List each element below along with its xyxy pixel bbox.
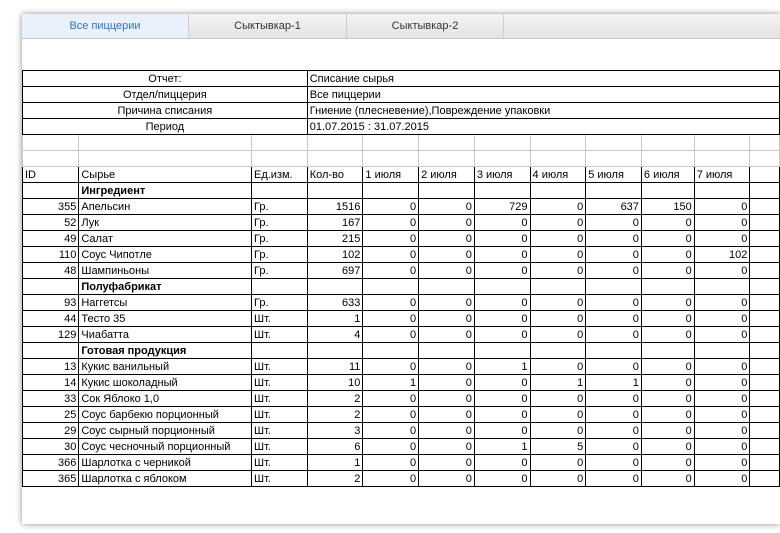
table-row <box>23 215 780 231</box>
item-id: 365 <box>23 471 79 487</box>
item-id: 30 <box>23 439 79 455</box>
empty-cell <box>586 343 642 359</box>
day-value: 0 <box>641 455 694 471</box>
tab-bar <box>22 14 780 39</box>
day-value: 0 <box>419 295 475 311</box>
day-value: 0 <box>694 263 750 279</box>
day-value: 0 <box>530 247 586 263</box>
item-id: 93 <box>23 295 79 311</box>
item-name: Наггетсы <box>79 295 252 311</box>
group-row <box>23 183 780 199</box>
empty-cell <box>419 279 475 295</box>
item-id: 14 <box>23 375 79 391</box>
day-value: 0 <box>586 311 642 327</box>
empty-cell <box>419 183 475 199</box>
day-value: 0 <box>586 439 642 455</box>
empty-cell <box>750 199 780 215</box>
empty-cell <box>694 279 750 295</box>
department-value: Все пиццерии <box>307 87 779 103</box>
item-qty: 167 <box>307 215 363 231</box>
day-value: 0 <box>363 295 419 311</box>
day-value: 0 <box>419 471 475 487</box>
day-value: 0 <box>694 423 750 439</box>
day-value: 0 <box>363 391 419 407</box>
item-unit: Шт. <box>251 359 307 375</box>
day-value: 0 <box>586 359 642 375</box>
header-qty: Кол-во <box>307 167 363 183</box>
header-day-5: 5 июля <box>586 167 642 183</box>
day-value: 0 <box>474 263 530 279</box>
item-unit: Гр. <box>251 215 307 231</box>
day-value: 0 <box>474 407 530 423</box>
day-value: 0 <box>694 391 750 407</box>
day-value: 0 <box>474 247 530 263</box>
day-value: 0 <box>363 471 419 487</box>
header-id: ID <box>23 167 79 183</box>
day-value: 729 <box>474 199 530 215</box>
item-unit: Шт. <box>251 311 307 327</box>
day-value: 0 <box>419 375 475 391</box>
day-value: 0 <box>419 263 475 279</box>
empty-cell <box>474 343 530 359</box>
day-value: 0 <box>530 311 586 327</box>
empty-cell <box>363 343 419 359</box>
day-value: 0 <box>474 215 530 231</box>
empty-cell <box>750 407 780 423</box>
day-value: 0 <box>641 295 694 311</box>
day-value: 0 <box>586 231 642 247</box>
item-name: Апельсин <box>79 199 252 215</box>
item-qty: 2 <box>307 471 363 487</box>
empty-cell <box>750 263 780 279</box>
table-row <box>23 263 780 279</box>
item-id: 33 <box>23 391 79 407</box>
group-name: Ингредиент <box>79 183 252 199</box>
day-value: 0 <box>530 471 586 487</box>
empty-cell <box>694 183 750 199</box>
table-row <box>23 231 780 247</box>
table-row <box>23 247 780 263</box>
day-value: 0 <box>530 423 586 439</box>
day-value: 0 <box>586 215 642 231</box>
empty-cell <box>750 311 780 327</box>
item-qty: 2 <box>307 391 363 407</box>
item-unit: Гр. <box>251 263 307 279</box>
table-row <box>23 327 780 343</box>
day-value: 0 <box>641 391 694 407</box>
item-name: Шарлотка с черникой <box>79 455 252 471</box>
day-value: 0 <box>586 407 642 423</box>
day-value: 0 <box>419 455 475 471</box>
report-info-row <box>23 87 780 103</box>
day-value: 0 <box>419 407 475 423</box>
item-unit: Шт. <box>251 407 307 423</box>
day-value: 0 <box>363 311 419 327</box>
item-id: 29 <box>23 423 79 439</box>
day-value: 102 <box>694 247 750 263</box>
item-unit: Шт. <box>251 423 307 439</box>
day-value: 0 <box>530 359 586 375</box>
item-qty: 11 <box>307 359 363 375</box>
day-value: 0 <box>419 327 475 343</box>
day-value: 0 <box>694 471 750 487</box>
day-value: 0 <box>641 407 694 423</box>
empty-cell <box>750 295 780 311</box>
item-name: Чиабатта <box>79 327 252 343</box>
day-value: 0 <box>474 423 530 439</box>
empty-cell <box>750 439 780 455</box>
header-day-1: 1 июля <box>363 167 419 183</box>
item-qty: 697 <box>307 263 363 279</box>
day-value: 0 <box>641 471 694 487</box>
report-info-row <box>23 71 780 87</box>
table-row <box>23 359 780 375</box>
day-value: 1 <box>474 439 530 455</box>
day-value: 0 <box>363 247 419 263</box>
item-name: Соус сырный порционный <box>79 423 252 439</box>
day-value: 0 <box>419 247 475 263</box>
data-rows <box>23 183 780 487</box>
day-value: 0 <box>641 327 694 343</box>
empty-cell <box>586 279 642 295</box>
item-qty: 2 <box>307 407 363 423</box>
day-value: 0 <box>474 231 530 247</box>
day-value: 0 <box>363 407 419 423</box>
spacer-row <box>23 135 780 151</box>
item-unit: Гр. <box>251 295 307 311</box>
period-label: Период <box>23 119 308 135</box>
item-qty: 4 <box>307 327 363 343</box>
day-value: 0 <box>641 375 694 391</box>
item-qty: 102 <box>307 247 363 263</box>
day-value: 0 <box>419 439 475 455</box>
day-value: 0 <box>419 359 475 375</box>
item-id: 49 <box>23 231 79 247</box>
day-value: 0 <box>363 423 419 439</box>
report-info-row <box>23 119 780 135</box>
item-name: Салат <box>79 231 252 247</box>
empty-cell <box>474 279 530 295</box>
empty-cell <box>750 471 780 487</box>
empty-cell <box>750 231 780 247</box>
item-qty: 6 <box>307 439 363 455</box>
day-value: 0 <box>586 391 642 407</box>
header-day-6: 6 июля <box>641 167 694 183</box>
empty-cell <box>694 343 750 359</box>
day-value: 0 <box>694 359 750 375</box>
item-name: Шарлотка с яблоком <box>79 471 252 487</box>
group-id-cell <box>23 183 79 199</box>
table-row <box>23 455 780 471</box>
empty-cell <box>307 183 363 199</box>
report-info-row <box>23 103 780 119</box>
period-value: 01.07.2015 : 31.07.2015 <box>307 119 779 135</box>
empty-cell <box>750 375 780 391</box>
day-value: 0 <box>694 455 750 471</box>
item-id: 355 <box>23 199 79 215</box>
table-row <box>23 423 780 439</box>
header-day-2: 2 июля <box>419 167 475 183</box>
item-name: Кукис шоколадный <box>79 375 252 391</box>
item-name: Сок Яблоко 1,0 <box>79 391 252 407</box>
item-name: Шампиньоны <box>79 263 252 279</box>
day-value: 0 <box>641 423 694 439</box>
day-value: 0 <box>694 295 750 311</box>
item-name: Соус чесночный порционный <box>79 439 252 455</box>
empty-cell <box>750 327 780 343</box>
empty-cell <box>530 279 586 295</box>
item-name: Тесто 35 <box>79 311 252 327</box>
day-value: 0 <box>530 407 586 423</box>
day-value: 0 <box>474 391 530 407</box>
group-row <box>23 279 780 295</box>
day-value: 0 <box>694 439 750 455</box>
report-window <box>22 14 780 524</box>
empty-cell <box>750 183 780 199</box>
item-id: 13 <box>23 359 79 375</box>
item-name: Лук <box>79 215 252 231</box>
item-id: 110 <box>23 247 79 263</box>
day-value: 0 <box>419 215 475 231</box>
empty-cell <box>750 359 780 375</box>
empty-cell <box>530 343 586 359</box>
table-row <box>23 471 780 487</box>
item-name: Соус барбекю порционный <box>79 407 252 423</box>
day-value: 0 <box>530 295 586 311</box>
day-value: 0 <box>530 263 586 279</box>
empty-cell <box>251 183 307 199</box>
day-value: 5 <box>530 439 586 455</box>
item-unit: Гр. <box>251 231 307 247</box>
item-unit: Шт. <box>251 375 307 391</box>
header-day-4: 4 июля <box>530 167 586 183</box>
table-row <box>23 199 780 215</box>
tab-syktyvkar-2[interactable]: Сыктывкар-2 <box>347 14 504 38</box>
day-value: 0 <box>530 391 586 407</box>
item-qty: 215 <box>307 231 363 247</box>
tab-all-pizzerias[interactable]: Все пиццерии <box>22 14 189 38</box>
day-value: 0 <box>641 215 694 231</box>
item-qty: 10 <box>307 375 363 391</box>
header-day-7: 7 июля <box>694 167 750 183</box>
header-row <box>23 167 780 183</box>
day-value: 0 <box>363 359 419 375</box>
day-value: 1 <box>530 375 586 391</box>
department-label: Отдел/пиццерия <box>23 87 308 103</box>
day-value: 0 <box>474 327 530 343</box>
empty-cell <box>750 391 780 407</box>
day-value: 0 <box>474 311 530 327</box>
report-table <box>22 70 780 487</box>
item-id: 48 <box>23 263 79 279</box>
day-value: 0 <box>530 215 586 231</box>
empty-cell <box>641 343 694 359</box>
day-value: 0 <box>419 391 475 407</box>
header-material: Сырье <box>79 167 252 183</box>
day-value: 0 <box>419 311 475 327</box>
group-name: Полуфабрикат <box>79 279 252 295</box>
day-value: 0 <box>419 423 475 439</box>
tab-syktyvkar-1[interactable]: Сыктывкар-1 <box>189 14 347 38</box>
day-value: 0 <box>586 263 642 279</box>
item-id: 25 <box>23 407 79 423</box>
report-value: Списание сырья <box>307 71 779 87</box>
day-value: 0 <box>586 455 642 471</box>
day-value: 0 <box>474 295 530 311</box>
item-id: 366 <box>23 455 79 471</box>
reason-label: Причина списания <box>23 103 308 119</box>
item-unit: Гр. <box>251 247 307 263</box>
day-value: 0 <box>586 247 642 263</box>
day-value: 0 <box>363 215 419 231</box>
day-value: 0 <box>530 199 586 215</box>
item-qty: 1 <box>307 455 363 471</box>
empty-cell <box>750 279 780 295</box>
day-value: 0 <box>419 231 475 247</box>
day-value: 0 <box>694 311 750 327</box>
day-value: 0 <box>586 471 642 487</box>
group-row <box>23 343 780 359</box>
item-qty: 1 <box>307 311 363 327</box>
empty-cell <box>307 343 363 359</box>
item-id: 44 <box>23 311 79 327</box>
item-id: 129 <box>23 327 79 343</box>
table-row <box>23 311 780 327</box>
item-name: Соус Чипотле <box>79 247 252 263</box>
day-value: 0 <box>694 215 750 231</box>
day-value: 0 <box>641 231 694 247</box>
empty-cell <box>307 279 363 295</box>
empty-cell <box>363 183 419 199</box>
item-id: 52 <box>23 215 79 231</box>
day-value: 637 <box>586 199 642 215</box>
day-value: 0 <box>474 471 530 487</box>
empty-cell <box>750 247 780 263</box>
day-value: 0 <box>363 231 419 247</box>
spacer-row <box>23 151 780 167</box>
day-value: 0 <box>694 375 750 391</box>
item-qty: 1516 <box>307 199 363 215</box>
item-qty: 633 <box>307 295 363 311</box>
empty-cell <box>641 279 694 295</box>
day-value: 0 <box>530 231 586 247</box>
table-row <box>23 407 780 423</box>
empty-cell <box>530 183 586 199</box>
report-label: Отчет: <box>23 71 308 87</box>
empty-cell <box>251 343 307 359</box>
day-value: 0 <box>641 311 694 327</box>
day-value: 150 <box>641 199 694 215</box>
day-value: 0 <box>363 199 419 215</box>
day-value: 1 <box>474 359 530 375</box>
item-unit: Шт. <box>251 471 307 487</box>
item-unit: Гр. <box>251 199 307 215</box>
item-unit: Шт. <box>251 455 307 471</box>
header-day-3: 3 июля <box>474 167 530 183</box>
table-row <box>23 375 780 391</box>
day-value: 0 <box>419 199 475 215</box>
empty-cell <box>750 423 780 439</box>
item-unit: Шт. <box>251 391 307 407</box>
day-value: 0 <box>363 455 419 471</box>
day-value: 0 <box>586 327 642 343</box>
empty-cell <box>750 455 780 471</box>
day-value: 1 <box>363 375 419 391</box>
day-value: 0 <box>474 375 530 391</box>
table-row <box>23 439 780 455</box>
day-value: 0 <box>694 199 750 215</box>
day-value: 0 <box>363 263 419 279</box>
day-value: 0 <box>641 263 694 279</box>
day-value: 0 <box>586 295 642 311</box>
item-name: Кукис ванильный <box>79 359 252 375</box>
day-value: 0 <box>641 439 694 455</box>
item-unit: Шт. <box>251 439 307 455</box>
day-value: 0 <box>586 423 642 439</box>
spreadsheet <box>22 70 780 487</box>
group-id-cell <box>23 343 79 359</box>
header-unit: Ед.изм. <box>251 167 307 183</box>
day-value: 0 <box>641 247 694 263</box>
table-row <box>23 391 780 407</box>
day-value: 0 <box>363 327 419 343</box>
empty-cell <box>750 215 780 231</box>
day-value: 0 <box>694 407 750 423</box>
group-name: Готовая продукция <box>79 343 252 359</box>
empty-cell <box>474 183 530 199</box>
reason-value: Гниение (плесневение),Повреждение упаковки <box>307 103 779 119</box>
day-value: 1 <box>586 375 642 391</box>
empty-cell <box>750 343 780 359</box>
day-value: 0 <box>530 327 586 343</box>
empty-cell <box>641 183 694 199</box>
day-value: 0 <box>363 439 419 455</box>
table-row <box>23 295 780 311</box>
day-value: 0 <box>641 359 694 375</box>
item-unit: Шт. <box>251 327 307 343</box>
group-id-cell <box>23 279 79 295</box>
day-value: 0 <box>530 455 586 471</box>
item-qty: 3 <box>307 423 363 439</box>
empty-cell <box>251 279 307 295</box>
empty-cell <box>419 343 475 359</box>
empty-cell <box>586 183 642 199</box>
day-value: 0 <box>694 231 750 247</box>
empty-cell <box>363 279 419 295</box>
day-value: 0 <box>694 327 750 343</box>
day-value: 0 <box>474 455 530 471</box>
